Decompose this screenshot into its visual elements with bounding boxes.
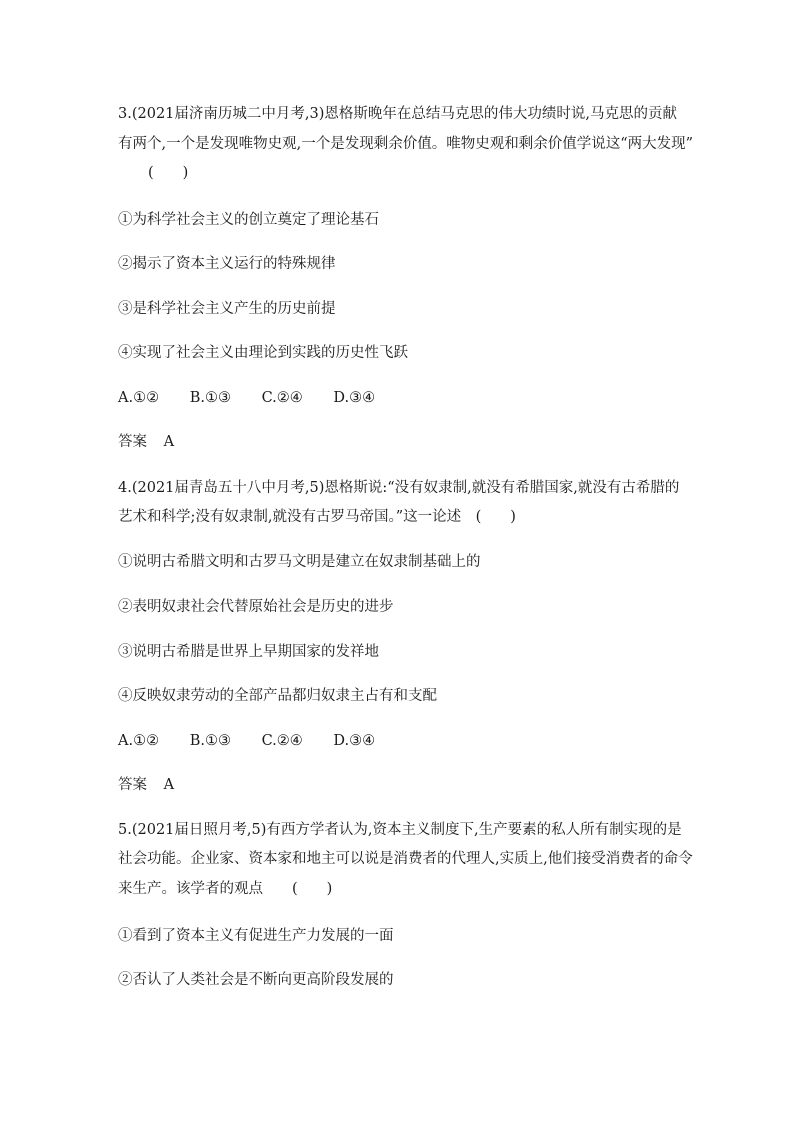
q3-option-b: B.①③ [189,390,231,406]
q3-item-4: ④实现了社会主义由理论到实践的历史性飞跃 [118,345,408,361]
q3-option-c: C.②④ [261,390,303,406]
q4-answer-value: A [163,777,175,793]
q4-item-2: ②表明奴隶社会代替原始社会是历史的进步 [118,599,394,615]
q3-answer-label: 答案 [118,434,147,450]
q3-item-1: ①为科学社会主义的创立奠定了理论基石 [118,212,379,228]
q3-options [118,388,688,408]
q3-item-3: ③是科学社会主义产生的历史前提 [118,301,336,317]
q4-option-d: D.③④ [333,733,376,749]
q4-stem-line-1: 4.(2021届青岛五十八中月考,5)恩格斯说:“没有奴隶制,就没有希腊国家,就没有古希腊的 [118,480,680,496]
q4-answer-label: 答案 [118,777,147,793]
q3-answer-blank: ( ) [148,165,189,181]
q4-item-3: ③说明古希腊是世界上早期国家的发祥地 [118,644,379,660]
q4-options [118,731,688,751]
q5-item-2: ②否认了人类社会是不断向更高阶段发展的 [118,972,394,988]
q4-option-c: C.②④ [261,733,303,749]
q5-item-1: ①看到了资本主义有促进生产力发展的一面 [118,928,394,944]
q4-answer [118,775,688,795]
q4-option-b: B.①③ [189,733,231,749]
q4-item-4: ④反映奴隶劳动的全部产品都归奴隶主占有和支配 [118,688,437,704]
q5-stem-line-2: 社会功能。企业家、资本家和地主可以说是消费者的代理人,实质上,他们接受消费者的命令 [118,851,693,867]
q5-stem-line-3: 来生产。该学者的观点 ( ) [118,881,333,897]
q3-answer [118,432,688,452]
q4-item-1: ①说明古希腊文明和古罗马文明是建立在奴隶制基础上的 [118,554,481,570]
q5-stem-line-1: 5.(2021届日照月考,5)有西方学者认为,资本主义制度下,生产要素的私人所有制实现的是 [118,822,682,838]
q4-option-a: A.①② [118,733,160,749]
q3-option-d: D.③④ [333,390,376,406]
q3-option-a: A.①② [118,390,160,406]
q4-stem-line-2: 艺术和科学;没有奴隶制,就没有古罗马帝国。”这一论述 ( ) [118,509,516,525]
q3-item-2: ②揭示了资本主义运行的特殊规律 [118,256,336,272]
q3-stem-line-2: 有两个,一个是发现唯物史观,一个是发现剩余价值。唯物史观和剩余价值学说这“两大发现” [118,136,694,152]
q3-answer-value: A [163,434,175,450]
q3-stem-line-1: 3.(2021届济南历城二中月考,3)恩格斯晚年在总结马克思的伟大功绩时说,马克思的贡献 [118,106,677,122]
